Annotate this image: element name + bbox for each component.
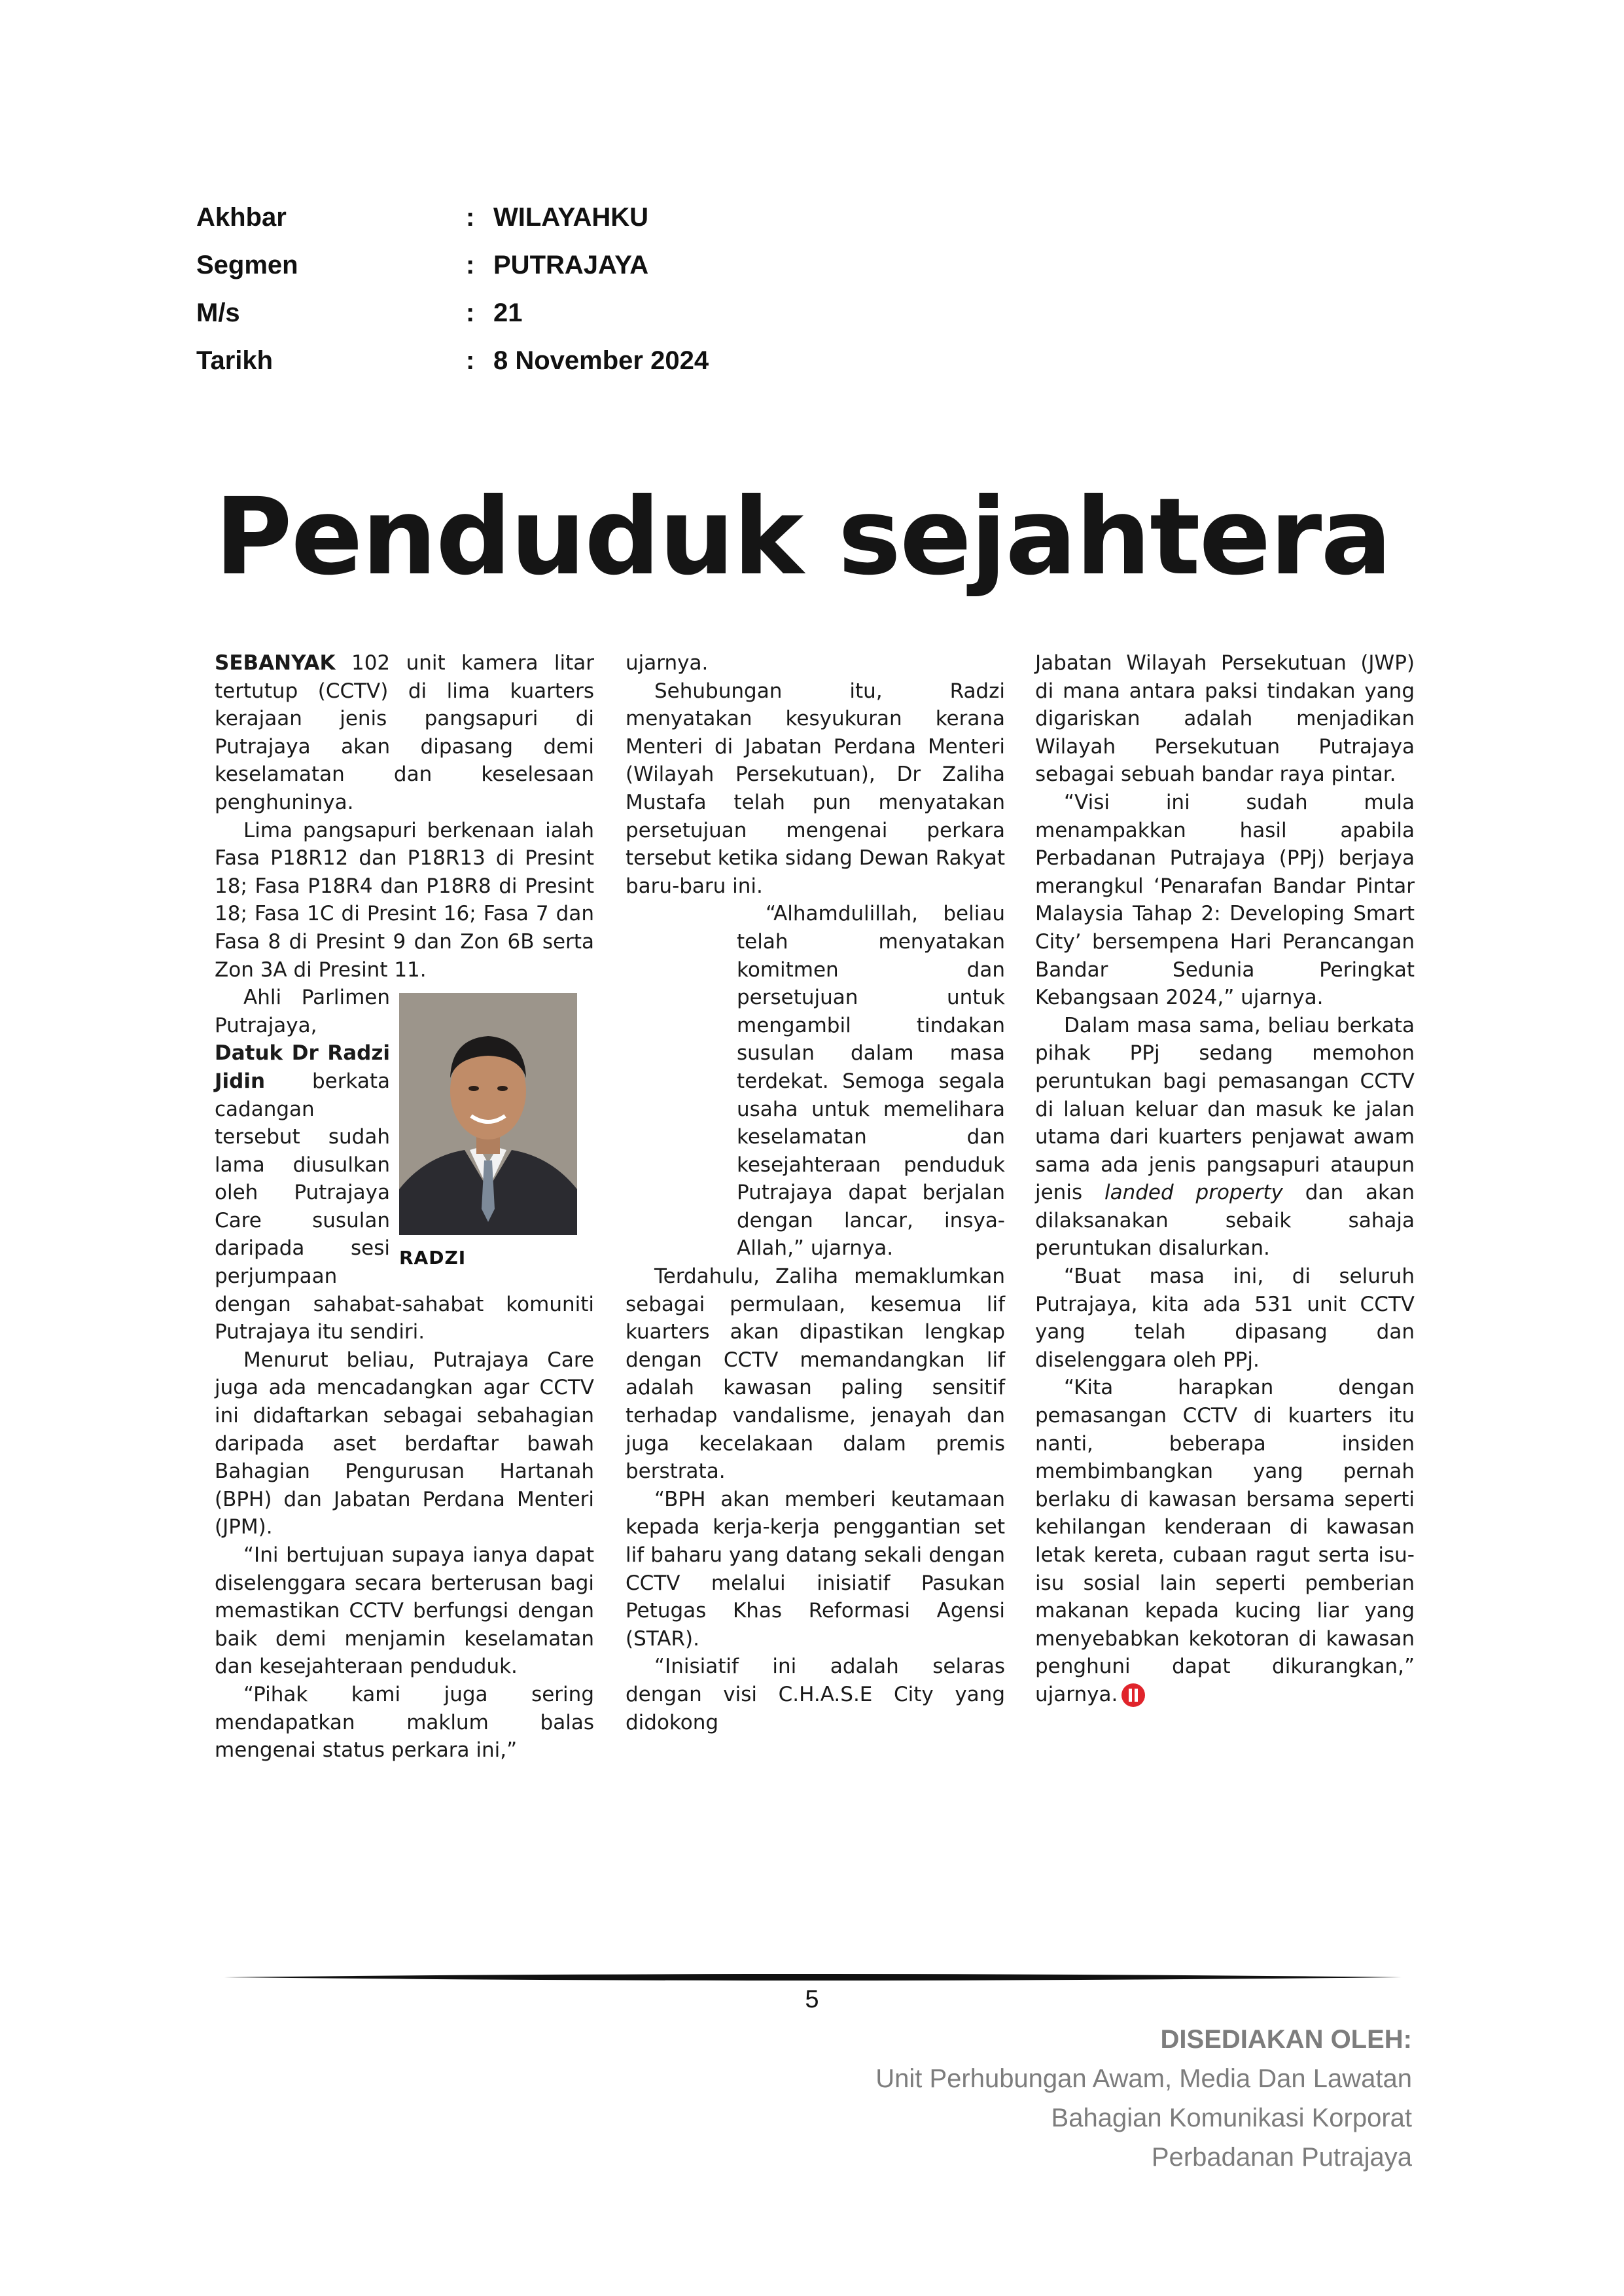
article-column-1 xyxy=(215,649,594,1765)
article-paragraph: ujarnya. xyxy=(626,651,709,675)
prepared-by-unit: Unit Perhubungan Awam, Media Dan Lawatan xyxy=(875,2064,1412,2093)
photo-block xyxy=(399,993,594,1272)
page-number: 5 xyxy=(805,1986,819,2013)
portrait-illustration xyxy=(399,993,577,1235)
footer-rule xyxy=(224,1973,1402,1982)
article-paragraph: Sehubungan itu, Radzi menyatakan kesyukuran kerana Menteri di Jabatan Perdana Menteri (Wilayah Persekutuan), Dr Zaliha Mustafa telah pun menyatakan persetujuan mengenai perkara tersebut ketika sidang Dewan Rakyat baru-baru ini. xyxy=(626,679,1005,898)
article-paragraph: Ahli Parlimen Putrajaya, Datuk Dr Radzi Jidin berkata cadangan tersebut sudah lama diusulkan oleh Putrajaya Care susulan daripada sesi perjumpaan dengan sahabat-sahabat komuniti Putrajaya itu sendiri. xyxy=(215,986,594,1344)
article-paragraph: “Buat masa ini, di seluruh Putrajaya, kita ada 531 unit CCTV yang telah dipasang dan diselenggara oleh PPj. xyxy=(1035,1265,1415,1372)
article-paragraph: SEBANYAK 102 unit kamera litar tertutup (CCTV) di lima kuarters kerajaan jenis pangsapuri di Putrajaya akan dipasang demi keselamatan dan keselesaan penghuninya. xyxy=(215,651,594,814)
photo-caption: RADZI xyxy=(399,1247,467,1269)
meta-separator: : xyxy=(466,251,475,279)
article-paragraph: “Visi ini sudah mula menampakkan hasil apabila Perbadanan Putrajaya (PPj) berjaya merangkul ‘Penarafan Bandar Pintar Malaysia Tahap 2: Developing Smart City’ bersempena Hari Perancangan Bandar Sedunia Peringkat Kebangsaan 2024,” ujarnya. xyxy=(1035,790,1415,1010)
article-paragraph: “Ini bertujuan supaya ianya dapat diselenggara secara berterusan bagi memastikan CCTV berfungsi dengan baik demi menjamin keselamatan dan kesejahteraan penduduk. xyxy=(215,1543,594,1679)
meta-label: M/s xyxy=(196,298,240,327)
meta-row-ms xyxy=(196,289,709,337)
article-paragraph: Dalam masa sama, beliau berkata pihak PPj sedang memohon peruntukan bagi pemasangan CCTV di laluan keluar dan masuk ke jalan utama dari kuarters penjawat awam sama ada jenis pangsapuri ataupun jenis landed property dan akan dilaksanakan sebaik sahaja peruntukan disalurkan. xyxy=(1035,1013,1415,1261)
meta-row-segmen xyxy=(196,242,709,289)
article-paragraph: Menurut beliau, Putrajaya Care juga ada mencadangkan agar CCTV ini didaftarkan sebagai sebahagian daripada aset berdaftar bawah Bahagian Pengurusan Hartanah (BPH) dan Jabatan Perdana Menteri (JPM). xyxy=(215,1348,594,1539)
meta-value: 21 xyxy=(493,298,523,327)
meta-row-tarikh xyxy=(196,337,709,385)
prepared-by-organisation: Perbadanan Putrajaya xyxy=(1151,2143,1412,2172)
meta-separator: : xyxy=(466,346,475,375)
meta-value: WILAYAHKU xyxy=(493,203,649,232)
article-paragraph: “BPH akan memberi keutamaan kepada kerja-kerja penggantian set lif baharu yang datang sekali dengan CCTV melalui inisiatif Pasukan Petugas Khas Reformasi Agensi (STAR). xyxy=(626,1487,1005,1651)
article-paragraph: “Pihak kami juga sering mendapatkan maklum balas mengenai status perkara ini,” xyxy=(215,1682,594,1763)
meta-value: PUTRAJAYA xyxy=(493,251,649,279)
article-column-3 xyxy=(1035,649,1415,1709)
article-paragraph: Jabatan Wilayah Persekutuan (JWP) di mana antara paksi tindakan yang digariskan adalah menjadikan Wilayah Persekutuan Putrajaya sebagai sebuah bandar raya pintar. xyxy=(1035,651,1415,787)
article-paragraph: Lima pangsapuri berkenaan ialah Fasa P18R12 dan P18R13 di Presint 18; Fasa P18R4 dan P18R8 di Presint 18; Fasa 1C di Presint 16; Fasa 7 dan Fasa 8 di Presint 9 dan Zon 6B serta Zon 3A di Presint 11. xyxy=(215,818,594,982)
italic-phrase: landed property xyxy=(1104,1181,1283,1205)
article-column-2 xyxy=(626,649,1005,1736)
meta-label: Tarikh xyxy=(196,346,274,375)
article-headline: Penduduk sejahtera xyxy=(215,476,1391,599)
newspaper-clipping xyxy=(215,476,1419,1763)
clipping-metadata xyxy=(196,194,709,385)
article-paragraph: Terdahulu, Zaliha memaklumkan sebagai permulaan, kesemua lif kuarters akan dipastikan lengkap dengan CCTV memandangkan lif adalah kawasan paling sensitif terhadap vandalisme, jenayah dan juga kecelakaan dalam premis berstrata. xyxy=(626,1265,1005,1484)
portrait-photo xyxy=(399,993,577,1235)
meta-label: Akhbar xyxy=(196,203,287,232)
meta-label: Segmen xyxy=(196,251,298,279)
meta-separator: : xyxy=(466,203,475,232)
person-name: Datuk Dr Radzi Jidin xyxy=(215,1041,390,1093)
prepared-by-block xyxy=(875,2020,1412,2177)
article-paragraph: “Inisiatif ini adalah selaras dengan visi C.H.A.S.E City yang didokong xyxy=(626,1655,1005,1734)
meta-value: 8 November 2024 xyxy=(493,346,709,375)
end-of-article-icon xyxy=(1121,1683,1145,1707)
photo-spacer xyxy=(626,900,737,1243)
meta-row-akhbar xyxy=(196,194,709,242)
prepared-by-division: Bahagian Komunikasi Korporat xyxy=(1051,2104,1412,2132)
article-lead-word: SEBANYAK xyxy=(215,651,336,675)
meta-separator: : xyxy=(466,298,475,327)
article-paragraph: “Alhamdulillah, beliau telah menyatakan komitmen dan persetujuan untuk mengambil tindakan susulan dalam masa terdekat. Semoga segala usaha untuk memelihara keselamatan dan kesejahteraan penduduk Putrajaya dapat berjalan dengan lancar, insya-Allah,” ujarnya. xyxy=(737,902,1005,1261)
prepared-by-heading: DISEDIAKAN OLEH: xyxy=(1160,2025,1412,2054)
article-paragraph: “Kita harapkan dengan pemasangan CCTV di kuarters itu nanti, beberapa insiden membimbangkan yang pernah berlaku di kawasan bersama seperti kehilangan kenderaan di kawasan letak kereta, cubaan ragut serta isu-isu sosial lain seperti pemberian makanan kepada kucing liar yang menyebabkan kekotoran di kawasan penghuni dapat dikurangkan,” ujarnya. xyxy=(1035,1376,1415,1706)
